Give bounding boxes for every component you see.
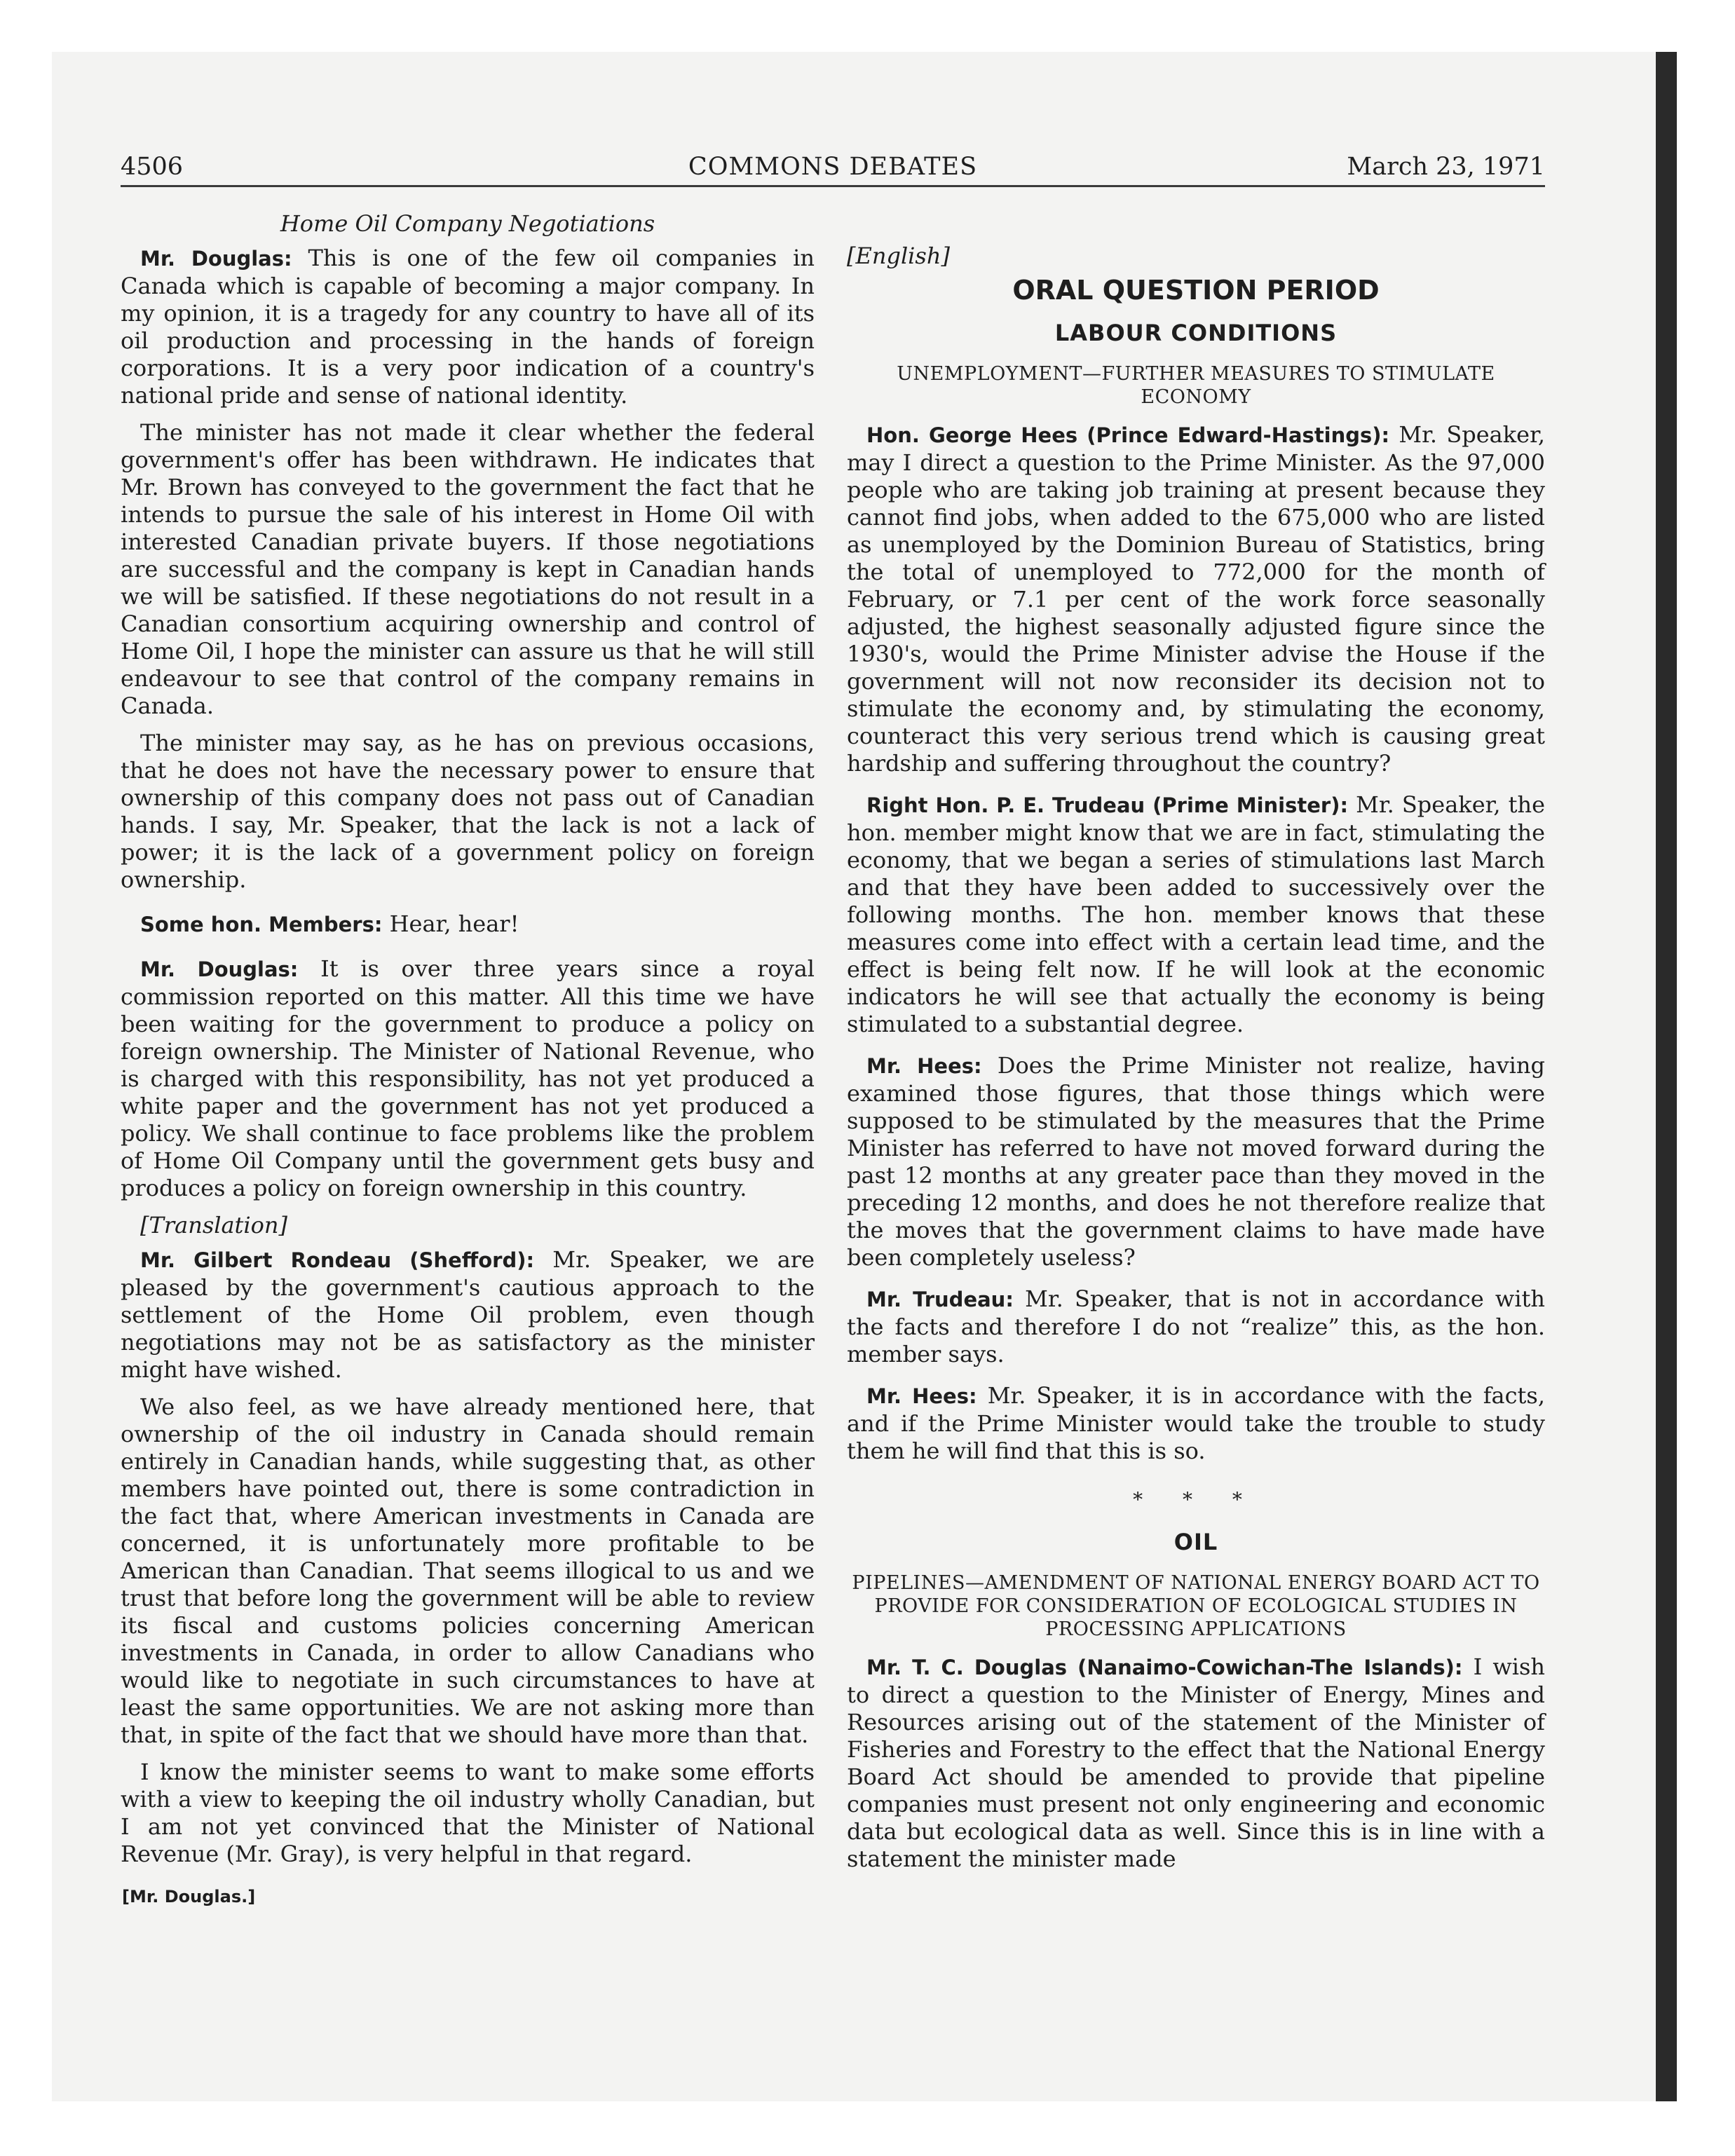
speaker-name: Mr. Hees: [866,1384,977,1408]
speech-text: It is over three years since a royal commission reported on this matter. All this time we have been waiting for the government to produce a policy on foreign ownership. The Minister of National Revenue, who is charged with this responsibility, has not yet produced a white paper and the government has not yet produced a policy. We shall continue to face problems like the problem of Home Oil Company until the government gets busy and produces a policy on foreign ownership in this country. [121,955,815,1201]
speech-text: This is one of the few oil companies in Canada which is capable of becoming a major company. In my opinion, it is a tragedy for any country to have all of its oil production and processing in the hands of foreign corporations. It is a very poor indication of a country's national pride and sense of national identity. [121,245,815,409]
binding-edge [1656,52,1677,2101]
speech-text: Mr. Speaker, that is not in accordance with the facts and therefore I do not “realize” this, as the hon. member says. [847,1285,1546,1367]
speaker-name: Hon. George Hees (Prince Edward-Hastings): [866,423,1390,447]
section-divider: * * * [1133,1488,1259,1511]
paragraph [847,1382,1545,1465]
speaker-name: Mr. Gilbert Rondeau (Shefford): [140,1248,535,1272]
section-subheading: UNEMPLOYMENT—FURTHER MEASURES TO STIMULATE ECONOMY [897,363,1495,408]
paragraph [121,910,815,939]
speaker-name: Mr. Trudeau: [866,1288,1014,1311]
speech-text: I wish to direct a question to the Minister of Energy, Mines and Resources arising out of the statement of the Minister of Fisheries and Forestry to the effect that the National Energy Board Act should be amended to provide that pipeline companies must present not only engineering and economic data but ecological data as well. Since this is in line with a statement the minister made [847,1653,1546,1872]
english-tag: [English] [847,243,950,269]
speech-text: Mr. Speaker, it is in accordance with the facts, and if the Prime Minister would take the trouble to study them he will find that this is so. [847,1382,1546,1464]
page-date: March 23, 1971 [1347,153,1545,181]
footer-note: [Mr. Douglas.] [122,1887,256,1906]
speech-text: We also feel, as we have already mentioned here, that ownership of the oil industry in Canada should remain entirely in Canadian hands, while suggesting that, as other members have pointed out, there is some contradiction in the fact that, where American investments in Canada are concerned, it is unfortunately more profitable to be American than Canadian. That seems illogical to us and we trust that before long the government will be able to review its fiscal and customs policies concerning American investments in Canada, in order to allow Canadians who would like to negotiate in such circumstances to have at least the same opportunities. We are not asking more than that, in spite of the fact that we should have more than that. [121,1393,815,1748]
paragraph [847,791,1545,1038]
paragraph [847,1653,1545,1873]
paragraph [121,245,815,409]
publication-title: COMMONS DEBATES [688,153,978,181]
speaker-name: Right Hon. P. E. Trudeau (Prime Minister): [866,793,1349,817]
paragraph [847,1052,1545,1271]
paragraph [121,1393,815,1749]
speech-text: Does the Prime Minister not realize, having examined those figures, that those things which were supposed to be stimulated by the measures that the Prime Minister has referred to have not moved forward during the past 12 months at any greater pace than they moved in the preceding 12 months, and does he not therefore realize that the moves that the government claims to have made have been completely useless? [847,1052,1546,1271]
paragraph [121,419,815,720]
paragraph [121,730,815,894]
paragraph [847,1285,1545,1368]
speaker-name: Mr. Douglas: [140,247,292,271]
section-subheading: PIPELINES—AMENDMENT OF NATIONAL ENERGY BOARD ACT TO PROVIDE FOR CONSIDERATION OF ECOLOGICAL STUDIES IN PROCESSING APPLICATIONS [852,1572,1540,1640]
paragraph [121,1246,815,1384]
section-subheading: Home Oil Company Negotiations [280,210,655,237]
speaker-name: Mr. Douglas: [140,957,299,981]
translation-tag: [Translation] [140,1212,287,1239]
right-column [847,210,1545,1883]
paragraph [121,1759,815,1868]
section-heading: LABOUR CONDITIONS [1054,320,1338,346]
speech-text: The minister may say, as he has on previous occasions, that he does not have the necessary power to ensure that ownership of this company does not pass out of Canadian hands. I say, Mr. Speaker, that the lack is not a lack of power; it is the lack of a government policy on foreign ownership. [121,730,815,893]
speech-text: The minister has not made it clear whether the federal government's offer has been withdrawn. He indicates that Mr. Brown has conveyed to the government the fact that he intends to pursue the sale of his interest in Home Oil with interested Canadian private buyers. If those negotiations are successful and the company is kept in Canadian hands we will be satisfied. If these negotiations do not result in a Canadian consortium acquiring ownership and control of Home Oil, I hope the minister can assure us that he will still endeavour to see that control of the company remains in Canada. [121,419,815,719]
section-heading: ORAL QUESTION PERIOD [1012,275,1380,306]
speech-text: Mr. Speaker, we are pleased by the government's cautious approach to the settlement of the Home Oil problem, even though negotiations may not be as satisfactory as the minister might have wished. [121,1246,815,1383]
paragraph [121,955,815,1202]
speech-text: I know the minister seems to want to make some efforts with a view to keeping the oil industry wholly Canadian, but I am not yet convinced that the Minister of National Revenue (Mr. Gray), is very helpful in that regard. [121,1759,815,1867]
speaker-name: Mr. Hees: [866,1054,982,1078]
paragraph [847,421,1545,777]
speaker-name: Mr. T. C. Douglas (Nanaimo-Cowichan-The Islands): [866,1656,1463,1679]
speech-text: Hear, hear! [389,910,519,937]
page-header [121,153,1545,187]
speech-text: Mr. Speaker, the hon. member might know that we are in fact, stimulating the economy, that we began a series of stimulations last March and that they have been added to successively over the following months. The hon. member knows that these measures come into effect with a certain lead time, and the effect is being felt now. If he will look at the economic indicators he will see that actually the economy is being stimulated to a substantial degree. [847,791,1546,1037]
left-column [121,210,815,1911]
section-heading: OIL [1173,1529,1218,1555]
speech-text: Mr. Speaker, may I direct a question to the Prime Minister. As the 97,000 people who are taking job training at present because they cannot find jobs, when added to the 675,000 who are listed as unemployed by the Dominion Bureau of Statistics, bring the total of unemployed to 772,000 for the month of February, or 7.1 per cent of the work force seasonally adjusted, the highest seasonally adjusted figure since the 1930's, would the Prime Minister advise the House if the government will not now reconsider its decision not to stimulate the economy and, by stimulating the economy, counteract this very serious trend which is causing great hardship and suffering throughout the country? [847,421,1546,777]
page-number: 4506 [121,153,184,181]
speaker-name: Some hon. Members: [140,913,383,936]
